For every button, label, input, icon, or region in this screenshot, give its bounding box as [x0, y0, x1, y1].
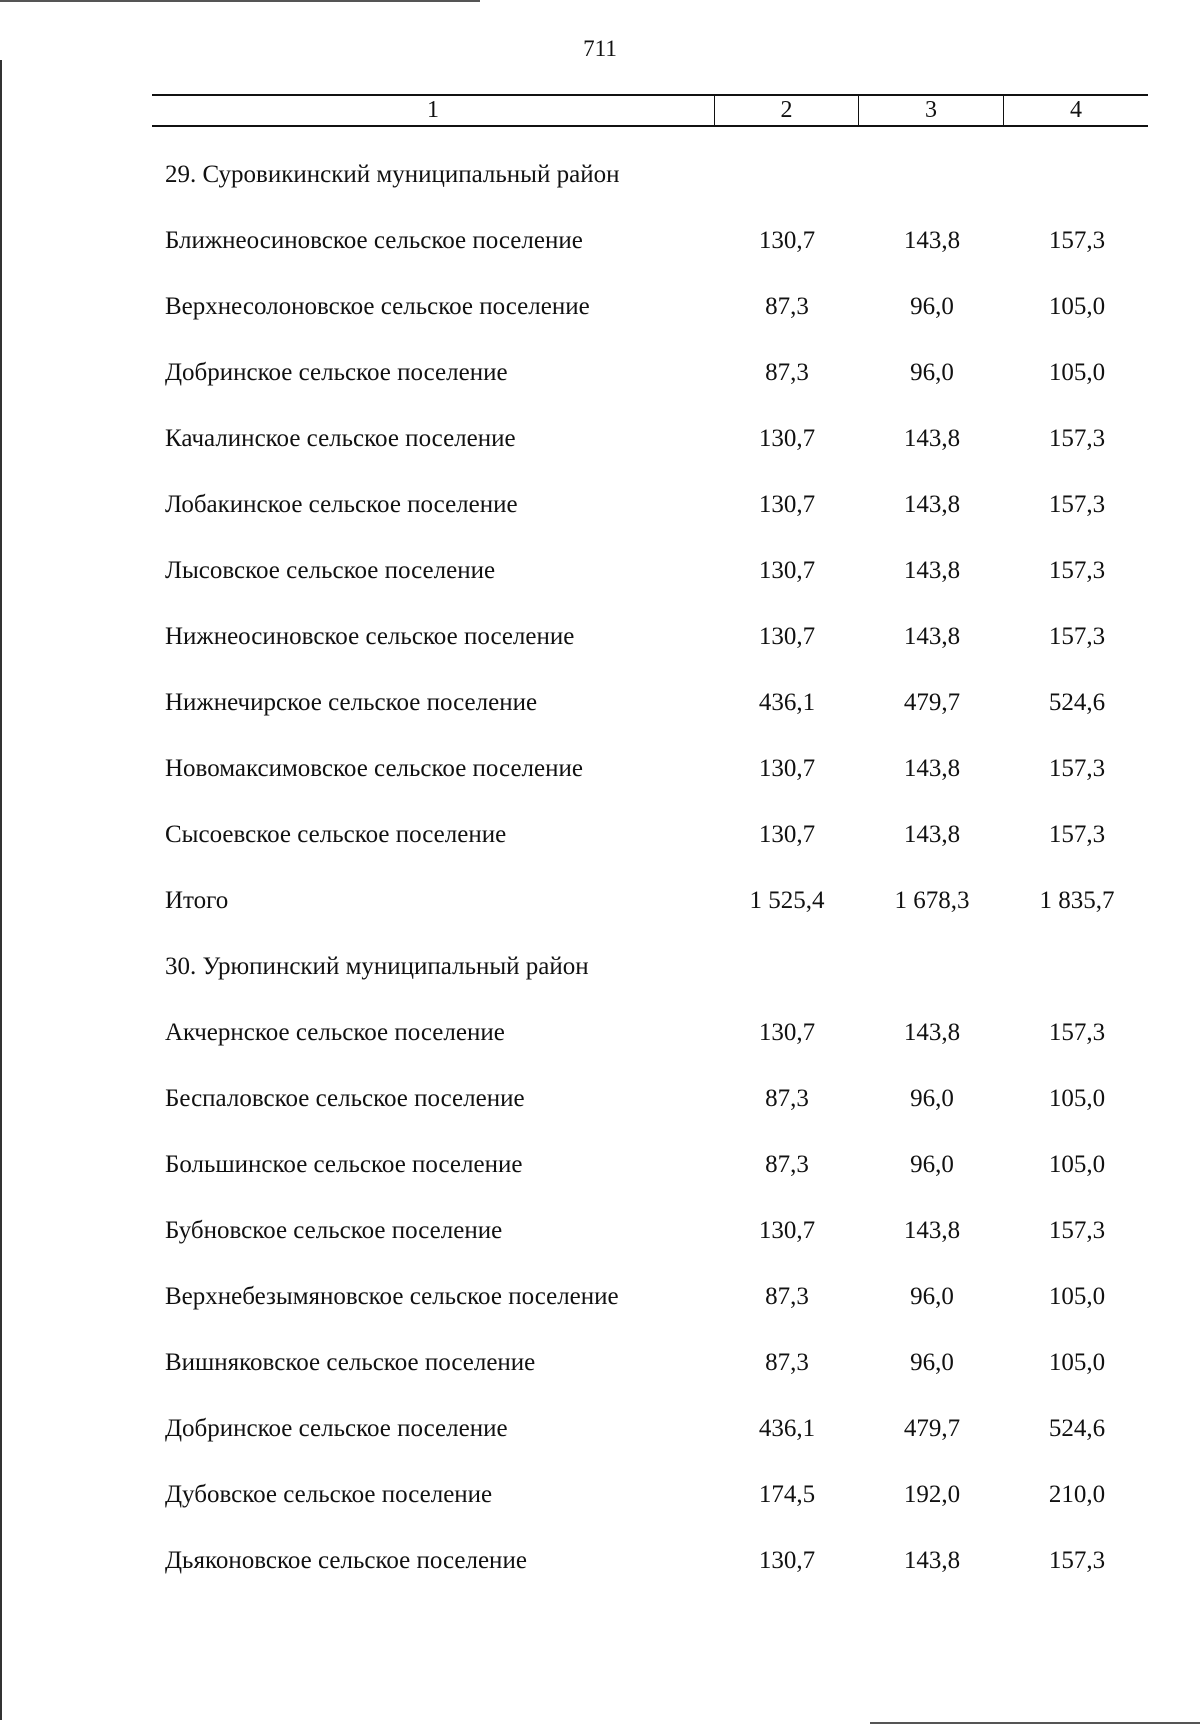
row-value-c3: 1 678,3 — [894, 887, 970, 914]
row-value-c3: 96,0 — [910, 1349, 954, 1376]
row-value-c3: 143,8 — [903, 821, 961, 848]
row-value-c2: 87,3 — [765, 1349, 809, 1376]
row-value-c4: 105,0 — [1048, 1151, 1106, 1178]
row-value-c3: 143,8 — [903, 755, 961, 782]
table-row — [0, 221, 1200, 261]
table-row — [0, 1343, 1200, 1383]
table-row — [0, 1079, 1200, 1119]
row-label: Нижнечирское сельское поселение — [165, 689, 538, 716]
page-number: 711 — [583, 36, 617, 61]
row-label: Верхнесолоновское сельское поселение — [165, 293, 590, 320]
row-label: 30. Урюпинский муниципальный район — [165, 953, 589, 980]
header-col-1: 1 — [427, 97, 439, 123]
row-label: Ближнеосиновское сельское поселение — [165, 227, 583, 254]
scan-edge-top — [0, 0, 480, 2]
row-value-c2: 130,7 — [758, 1019, 816, 1046]
row-value-c2: 87,3 — [765, 293, 809, 320]
row-label: Лобакинское сельское поселение — [165, 491, 518, 518]
row-value-c4: 524,6 — [1048, 1415, 1106, 1442]
row-label: Лысовское сельское поселение — [165, 557, 496, 584]
row-label: Добринское сельское поселение — [165, 1415, 508, 1442]
row-value-c3: 96,0 — [910, 1151, 954, 1178]
row-value-c2: 130,7 — [758, 1217, 816, 1244]
row-value-c4: 1 835,7 — [1039, 887, 1115, 914]
row-value-c3: 96,0 — [910, 293, 954, 320]
row-value-c2: 130,7 — [758, 821, 816, 848]
row-value-c4: 105,0 — [1048, 1283, 1106, 1310]
table-header — [152, 94, 1148, 127]
row-value-c4: 157,3 — [1048, 1547, 1106, 1574]
table-row — [0, 155, 1200, 195]
table-row — [0, 287, 1200, 327]
row-value-c2: 130,7 — [758, 227, 816, 254]
row-value-c3: 143,8 — [903, 557, 961, 584]
row-value-c3: 143,8 — [903, 623, 961, 650]
scan-edge-bottom — [870, 1722, 1200, 1724]
table-row — [0, 617, 1200, 657]
row-value-c3: 96,0 — [910, 1085, 954, 1112]
row-label: Беспаловское сельское поселение — [165, 1085, 525, 1112]
row-value-c2: 436,1 — [758, 689, 816, 716]
header-col-3: 3 — [858, 96, 1003, 125]
row-value-c4: 105,0 — [1048, 293, 1106, 320]
row-value-c4: 157,3 — [1048, 623, 1106, 650]
row-value-c4: 157,3 — [1048, 1217, 1106, 1244]
row-label: Верхнебезымяновское сельское поселение — [165, 1283, 619, 1310]
row-value-c4: 157,3 — [1048, 557, 1106, 584]
table-row — [0, 1211, 1200, 1251]
table-row — [0, 749, 1200, 789]
row-label: 29. Суровикинский муниципальный район — [165, 161, 620, 188]
row-value-c2: 174,5 — [758, 1481, 816, 1508]
row-value-c4: 105,0 — [1048, 359, 1106, 386]
row-value-c4: 157,3 — [1048, 491, 1106, 518]
row-label: Добринское сельское поселение — [165, 359, 508, 386]
row-value-c2: 87,3 — [765, 1151, 809, 1178]
table-row — [0, 419, 1200, 459]
row-label: Акчернское сельское поселение — [165, 1019, 505, 1046]
row-value-c2: 87,3 — [765, 359, 809, 386]
table-row — [0, 1409, 1200, 1449]
table-row — [0, 1013, 1200, 1053]
row-value-c4: 524,6 — [1048, 689, 1106, 716]
row-label: Нижнеосиновское сельское поселение — [165, 623, 575, 650]
row-value-c3: 143,8 — [903, 1547, 961, 1574]
table-row — [0, 353, 1200, 393]
row-value-c2: 130,7 — [758, 755, 816, 782]
row-value-c4: 157,3 — [1048, 755, 1106, 782]
row-value-c3: 192,0 — [903, 1481, 961, 1508]
table-row — [0, 881, 1200, 921]
row-value-c3: 479,7 — [903, 1415, 961, 1442]
row-value-c4: 157,3 — [1048, 425, 1106, 452]
row-value-c3: 479,7 — [903, 689, 961, 716]
row-value-c4: 157,3 — [1048, 227, 1106, 254]
header-col-4: 4 — [1003, 96, 1148, 125]
row-label: Большинское сельское поселение — [165, 1151, 523, 1178]
row-value-c3: 143,8 — [903, 425, 961, 452]
row-value-c2: 87,3 — [765, 1283, 809, 1310]
row-label: Вишняковское сельское поселение — [165, 1349, 536, 1376]
row-label: Качалинское сельское поселение — [165, 425, 516, 452]
table-row — [0, 947, 1200, 987]
row-value-c2: 130,7 — [758, 425, 816, 452]
row-value-c2: 130,7 — [758, 623, 816, 650]
row-value-c3: 96,0 — [910, 359, 954, 386]
table-row — [0, 1277, 1200, 1317]
row-value-c2: 1 525,4 — [749, 887, 825, 914]
row-value-c4: 157,3 — [1048, 1019, 1106, 1046]
row-value-c3: 143,8 — [903, 1019, 961, 1046]
row-label: Новомаксимовское сельское поселение — [165, 755, 583, 782]
table-row — [0, 683, 1200, 723]
table-row — [0, 815, 1200, 855]
row-label: Бубновское сельское поселение — [165, 1217, 503, 1244]
row-value-c4: 157,3 — [1048, 821, 1106, 848]
row-value-c2: 436,1 — [758, 1415, 816, 1442]
table-row — [0, 485, 1200, 525]
row-value-c3: 96,0 — [910, 1283, 954, 1310]
table-row — [0, 1145, 1200, 1185]
row-label: Итого — [165, 887, 229, 914]
row-label: Дьяконовское сельское поселение — [165, 1547, 527, 1574]
row-label: Дубовское сельское поселение — [165, 1481, 493, 1508]
row-value-c2: 130,7 — [758, 1547, 816, 1574]
row-value-c4: 210,0 — [1048, 1481, 1106, 1508]
header-col-2: 2 — [714, 96, 858, 125]
table-row — [0, 1475, 1200, 1515]
row-value-c2: 130,7 — [758, 491, 816, 518]
row-value-c2: 130,7 — [758, 557, 816, 584]
row-value-c3: 143,8 — [903, 1217, 961, 1244]
row-label: Сысоевское сельское поселение — [165, 821, 507, 848]
row-value-c3: 143,8 — [903, 227, 961, 254]
row-value-c4: 105,0 — [1048, 1085, 1106, 1112]
row-value-c2: 87,3 — [765, 1085, 809, 1112]
row-value-c4: 105,0 — [1048, 1349, 1106, 1376]
row-value-c3: 143,8 — [903, 491, 961, 518]
table-row — [0, 551, 1200, 591]
table-row — [0, 1541, 1200, 1581]
